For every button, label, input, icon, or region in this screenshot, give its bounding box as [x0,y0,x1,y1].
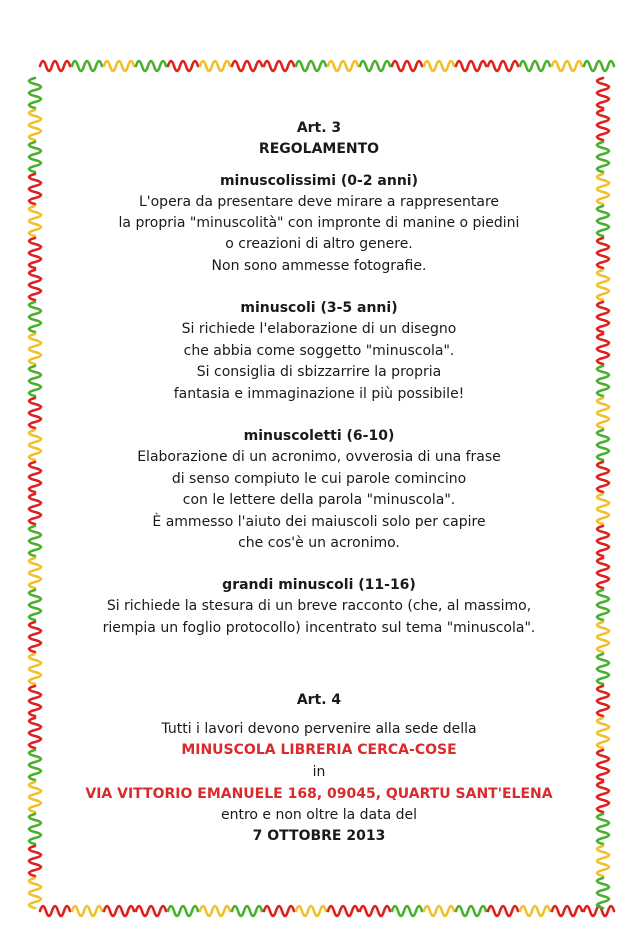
venue-address: VIA VITTORIO EMANUELE 168, 09045, QUARTU SANT'ELENA [85,786,553,802]
section-text: la propria "minuscolità" con impronte di manine o piedini [118,215,520,231]
border-squiggle [597,398,609,428]
border-squiggle [597,846,609,876]
border-squiggle [597,334,609,364]
section-text: Non sono ammesse fotografie. [211,258,427,274]
border-squiggle [29,686,41,716]
section-text: di senso compiuto le cui parole comincino [171,471,467,487]
border-squiggle [597,430,609,460]
section-text: L'opera da presentare deve mirare a rappresentare [138,194,500,210]
border-squiggle [29,494,41,524]
border-squiggle [597,174,609,204]
section-text: Si richiede la stesura di un breve racconto (che, al massimo, [106,598,532,614]
section-heading: grandi minuscoli (11-16) [222,577,416,593]
art3-title: Art. 3 [296,120,342,136]
art3-subtitle: REGOLAMENTO [258,141,380,157]
border-squiggle [29,526,41,556]
section-text: con le lettere della parola "minuscola". [182,492,456,508]
border-squiggle [597,462,609,492]
border-squiggle [264,61,294,71]
border-squiggle [29,878,41,908]
border-squiggle [40,906,70,916]
border-squiggle [488,906,518,916]
border-squiggle [296,906,326,916]
border-squiggle [597,110,609,140]
border-squiggle [597,206,609,236]
border-squiggle [168,906,198,916]
section-text: È ammesso l'aiuto dei maiuscoli solo per capire [152,514,486,530]
border-squiggle [296,61,326,71]
border-squiggle [29,814,41,844]
border-squiggle [29,366,41,396]
border-squiggle [597,750,609,780]
border-squiggle [29,78,41,108]
section-text: che cos'è un acronimo. [238,535,400,551]
border-squiggle [360,61,390,71]
section-heading: minuscoli (3-5 anni) [240,300,398,316]
border-squiggle [29,302,41,332]
art4-title: Art. 4 [296,692,342,708]
section-text: che abbia come soggetto "minuscola". [183,343,455,359]
border-squiggle [264,906,294,916]
border-squiggle [456,61,486,71]
border-squiggle [584,61,614,71]
border-squiggle [597,270,609,300]
border-squiggle [232,906,262,916]
border-squiggle [29,270,41,300]
border-squiggle [232,61,262,71]
border-squiggle [392,906,422,916]
border-squiggle [520,61,550,71]
section-text: o creazioni di altro genere. [225,236,413,252]
border-squiggle [597,814,609,844]
section-text: Si consiglia di sbizzarrire la propria [196,364,442,380]
border-squiggle [597,238,609,268]
border-squiggle [424,61,454,71]
border-squiggle [72,61,102,71]
border-squiggle [104,906,134,916]
border-squiggle [29,462,41,492]
deadline-intro: entro e non oltre la data del [220,807,417,823]
border-squiggle [29,238,41,268]
border-squiggle [104,61,134,71]
border-squiggle [200,61,230,71]
border-squiggle [40,61,70,71]
border-squiggle [29,110,41,140]
border-squiggle [29,142,41,172]
border-squiggle [29,430,41,460]
border-squiggle [597,142,609,172]
deadline-date: 7 OTTOBRE 2013 [252,828,386,844]
border-squiggle [552,906,582,916]
border-squiggle [597,654,609,684]
border-squiggle [136,906,166,916]
art4-intro: Tutti i lavori devono pervenire alla sede della [161,721,477,737]
border-squiggle [29,174,41,204]
border-squiggle [136,61,166,71]
border-squiggle [597,558,609,588]
border-squiggle [72,906,102,916]
border-squiggle [29,558,41,588]
section-heading: minuscolissimi (0-2 anni) [219,173,419,189]
border-squiggle [392,61,422,71]
border-squiggle [29,718,41,748]
section-text: Elaborazione di un acronimo, ovverosia di una frase [137,449,501,465]
border-squiggle [29,846,41,876]
venue-name: MINUSCOLA LIBRERIA CERCA-COSE [181,742,457,758]
border-squiggle [29,206,41,236]
border-squiggle [597,686,609,716]
border-squiggle [597,526,609,556]
border-squiggle [488,61,518,71]
border-squiggle [328,61,358,71]
border-squiggle [424,906,454,916]
border-squiggle [597,78,609,108]
border-squiggle [597,494,609,524]
border-squiggle [200,906,230,916]
section-text: fantasia e immaginazione il più possibile! [173,386,465,402]
border-squiggle [597,878,609,908]
border-squiggle [597,366,609,396]
border-squiggle [520,906,550,916]
border-squiggle [597,302,609,332]
border-squiggle [29,334,41,364]
section-heading: minuscoletti (6-10) [243,428,395,444]
border-squiggle [328,906,358,916]
border-squiggle [29,750,41,780]
border-squiggle [360,906,390,916]
border-squiggle [456,906,486,916]
border-squiggle [552,61,582,71]
art4-in: in [312,764,326,780]
section-text: Si richiede l'elaborazione di un disegno [181,321,457,337]
border-squiggle [29,398,41,428]
border-squiggle [168,61,198,71]
border-squiggle [597,718,609,748]
border-squiggle [29,654,41,684]
section-text: riempia un foglio protocollo) incentrato sul tema "minuscola". [102,620,536,636]
